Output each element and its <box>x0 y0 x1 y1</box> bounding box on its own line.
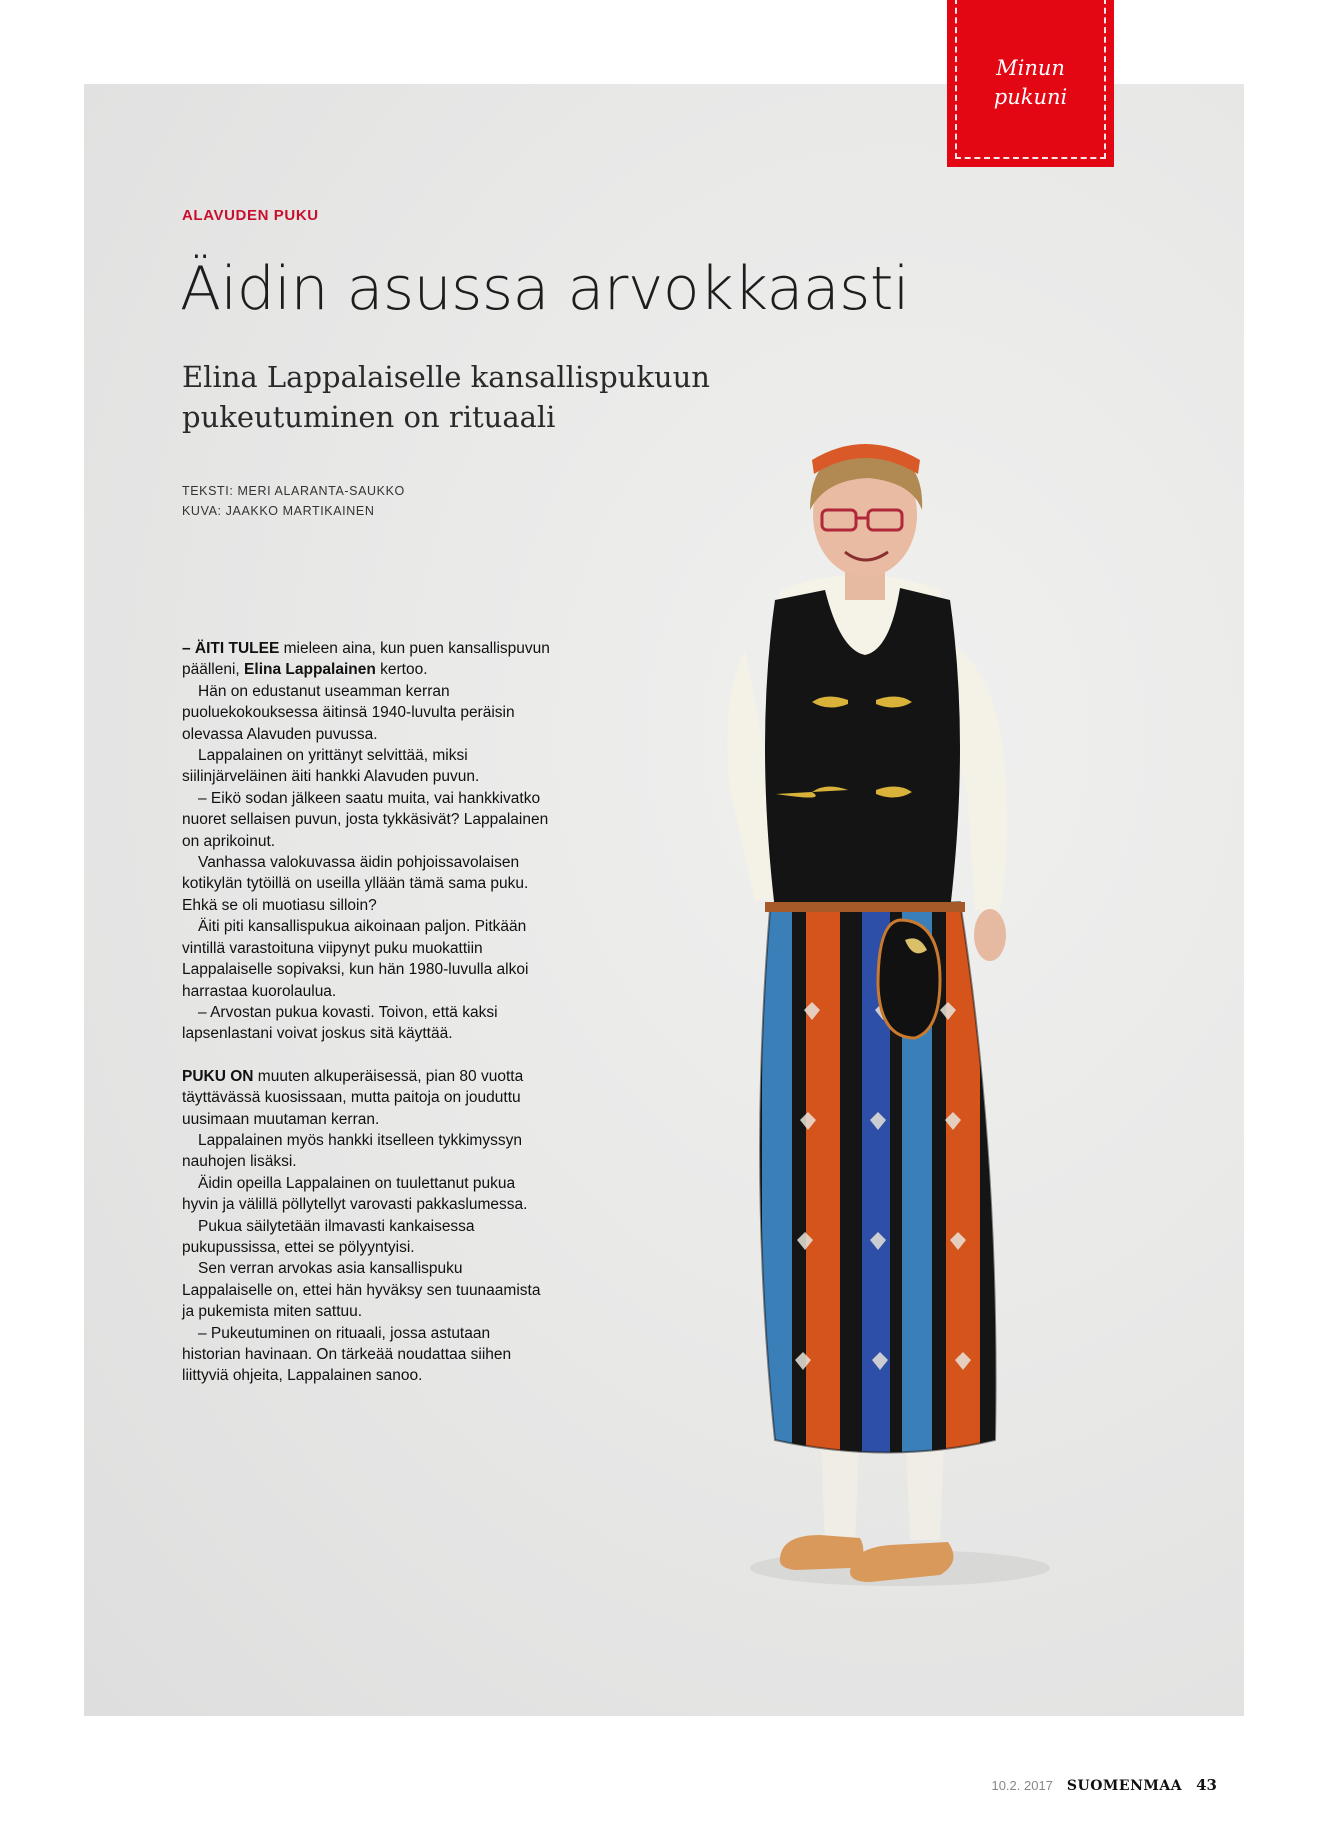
paragraph: Hän on edustanut useamman kerran puoluekokouksessa äitinsä 1940-luvulta peräisin olevassa Alavuden puvussa. <box>182 682 515 743</box>
paragraph: – ÄITI TULEE mieleen aina, kun puen kansallispuvun päälleni, Elina Lappalainen kertoo. <box>182 640 550 679</box>
section-tab <box>947 0 1114 167</box>
paragraph: – Arvostan pukua kovasti. Toivon, että kaksi lapsenlastani voivat joskus sitä käyttää. <box>182 1003 498 1043</box>
paragraph: – Eikö sodan jälkeen saatu muita, vai hankkivatko nuoret sellaisen puvun, josta tykkäsivät? Lappalainen on aprikoinut. <box>182 789 549 850</box>
credits <box>182 481 405 521</box>
section-tab-line1: Minun <box>996 55 1065 80</box>
paragraph: Lappalainen myös hankki itselleen tykkimyssyn nauhojen lisäksi. <box>182 1131 522 1171</box>
paragraph: PUKU ON muuten alkuperäisessä, pian 80 vuotta täyttävässä kuosissaan, mutta paitoja on jouduttu uusimaan muutaman kerran. <box>182 1067 524 1128</box>
photo-credit: KUVA: JAAKKO MARTIKAINEN <box>182 504 375 518</box>
magazine-name: SUOMENMAA <box>1066 1778 1183 1794</box>
article-body <box>182 638 552 1387</box>
paragraph: Sen verran arvokas asia kansallispuku Lappalaiselle on, ettei hän hyväksy sen tuunaamista ja pukemista miten sattuu. <box>182 1260 541 1321</box>
page-footer <box>991 1776 1217 1794</box>
paragraph: Lappalainen on yrittänyt selvittää, miksi siilinjärveläinen äiti hankki Alavuden puvun. <box>182 747 480 786</box>
paragraph: Vanhassa valokuvassa äidin pohjoissavolaisen kotikylän tytöillä on useilla yllään tämä sama puku. Ehkä se oli muotiasu silloin? <box>182 854 529 914</box>
person-name: Elina Lappalainen <box>244 661 376 679</box>
paragraph: Pukua säilytetään ilmavasti kankaisessa pukupussissa, ettei se pölyyntyisi. <box>182 1217 475 1256</box>
subtitle-line-1: Elina Lappalaiselle kansallispukuun <box>182 360 710 394</box>
issue-date: 10.2. 2017 <box>991 1778 1053 1793</box>
text-credit: TEKSTI: MERI ALARANTA-SAUKKO <box>182 484 405 498</box>
paragraph: – Pukeutuminen on rituaali, jossa astutaan historian havinaan. On tärkeää noudattaa siihen liittyviä ohjeita, Lappalainen sanoo. <box>182 1324 512 1385</box>
article-title: Äidin asussa arvokkaasti <box>180 254 910 324</box>
page-number: 43 <box>1196 1776 1217 1794</box>
costume-photo <box>700 440 1100 1620</box>
paragraph: Äidin opeilla Lappalainen on tuulettanut pukua hyvin ja välillä pöllytellyt varovasti pakkaslumessa. <box>182 1174 528 1214</box>
kicker: ALAVUDEN PUKU <box>182 207 319 224</box>
section-tab-line2: pukuni <box>993 84 1068 109</box>
paragraph: Äiti piti kansallispukua aikoinaan paljon. Pitkään vintillä varastoituna viipynyt puku muokattiin Lappalaiselle sopivaksi, kun hän 1980-luvulla alkoi harrastaa kuorolaulua. <box>182 918 529 1000</box>
article-subtitle <box>182 357 742 437</box>
subtitle-line-2: pukeutuminen on rituaali <box>182 400 556 434</box>
lead-in: PUKU ON <box>182 1067 254 1085</box>
lead-in: – ÄITI TULEE <box>182 640 280 657</box>
